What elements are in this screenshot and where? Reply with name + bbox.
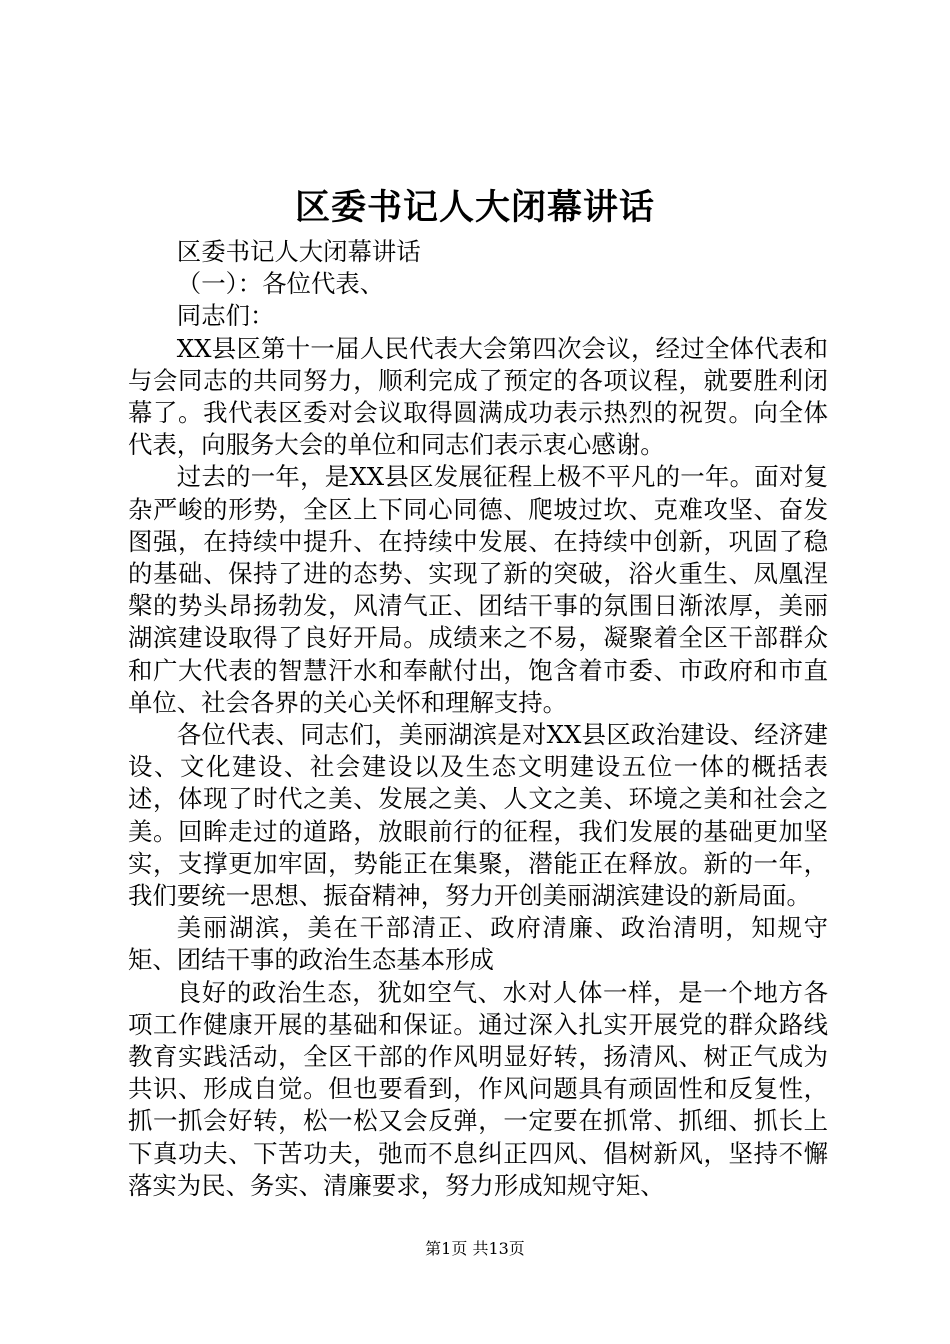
paragraph-political-ecology-heading: 美丽湖滨，美在干部清正、政府清廉、政治清明，知规守矩、团结干事的政治生态基本形成 — [128, 913, 828, 975]
paragraph-past-year: 过去的一年，是XX县区发展征程上极不平凡的一年。面对复杂严峻的形势，全区上下同心同德、爬坡过坎、克难攻坚、奋发图强，在持续中提升、在持续中发展、在持续中创新，巩固了稳的基础、保持了进的态势、实现了新的突破，浴火重生、凤凰涅槃的势头昂扬勃发，风清气正、团结干事的氛围日渐浓厚，美丽湖滨建设取得了良好开局。成绩来之不易，凝聚着全区干部群众和广大代表的智慧汗水和奉献付出，饱含着市委、市政府和市直单位、社会各界的关心关怀和理解支持。 — [128, 462, 828, 717]
paragraph-political-ecology: 良好的政治生态，犹如空气、水对人体一样，是一个地方各项工作健康开展的基础和保证。通过深入扎实开展党的群众路线教育实践活动，全区干部的作风明显好转，扬清风、树正气成为共识、形成自觉。但也要看到，作风问题具有顽固性和反复性，抓一抓会好转，松一松又会反弹，一定要在抓常、抓细、抓长上下真功夫、下苦功夫，弛而不息纠正四风、倡树新风，坚持不懈落实为民、务实、清廉要求，努力形成知规守矩、 — [128, 977, 828, 1200]
paragraph-salutation: 同志们： — [176, 301, 275, 331]
document-body — [128, 236, 828, 1202]
paragraph-beautiful-hubin: 各位代表、同志们，美丽湖滨是对XX县区政治建设、经济建设、文化建设、社会建设以及生态文明建设五位一体的概括表述，体现了时代之美、发展之美、人文之美、环境之美和社会之美。回眸走过的道路，放眼前行的征程，我们发展的基础更加坚实，支撑更加牢固，势能正在集聚，潜能正在释放。新的一年，我们要统一思想、振奋精神，努力开创美丽湖滨建设的新局面。 — [128, 720, 828, 911]
paragraph-opening: XX县区第十一届人民代表大会第四次会议，经过全体代表和与会同志的共同努力，顺利完成了预定的各项议程，就要胜利闭幕了。我代表区委对会议取得圆满成功表示热烈的祝贺。向全体代表，向服务大会的单位和同志们表示衷心感谢。 — [128, 333, 828, 460]
paragraph-section-one: （一）：各位代表、 — [176, 269, 385, 299]
paragraph-subtitle: 区委书记人大闭幕讲话 — [176, 237, 421, 266]
document-title: 区委书记人大闭幕讲话 — [294, 187, 655, 228]
page-number-footer: 第1页 共13页 — [425, 1239, 525, 1258]
